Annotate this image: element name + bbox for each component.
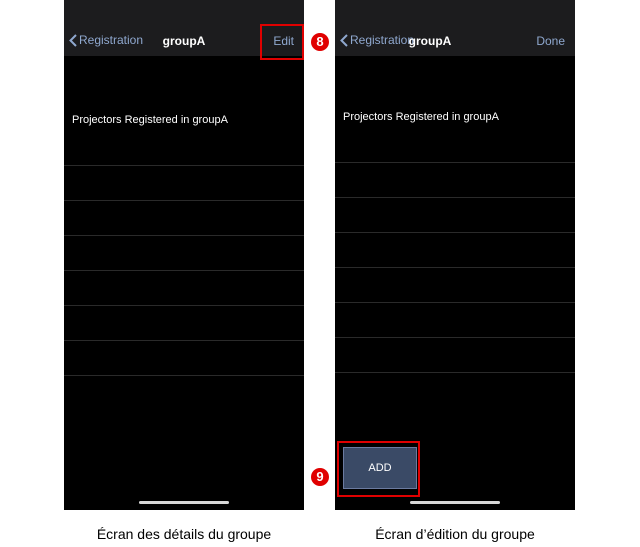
list-row bbox=[335, 162, 575, 198]
list-row bbox=[335, 232, 575, 268]
list-row bbox=[335, 302, 575, 338]
group-details-screen bbox=[64, 0, 304, 510]
list-row bbox=[64, 270, 304, 306]
done-button[interactable]: Done bbox=[536, 34, 565, 48]
add-button[interactable]: ADD bbox=[343, 447, 417, 489]
list-row bbox=[335, 267, 575, 303]
list-row bbox=[64, 305, 304, 341]
navigation-bar bbox=[335, 0, 575, 56]
list-row bbox=[64, 340, 304, 376]
callout-badge-8: 8 bbox=[311, 33, 329, 51]
list-row bbox=[335, 127, 575, 163]
list-row bbox=[64, 130, 304, 166]
list-row bbox=[64, 165, 304, 201]
left-caption: Écran des détails du groupe bbox=[96, 526, 272, 542]
callout-badge-9: 9 bbox=[311, 468, 329, 486]
list-row bbox=[335, 337, 575, 373]
edit-button[interactable]: Edit bbox=[273, 34, 294, 48]
add-callout-box bbox=[337, 441, 420, 497]
group-edit-screen bbox=[335, 0, 575, 510]
home-indicator[interactable] bbox=[139, 501, 229, 504]
right-caption: Écran d’édition du groupe bbox=[375, 526, 535, 542]
page-title: groupA bbox=[408, 34, 452, 48]
back-button-label: Registration bbox=[79, 33, 144, 47]
section-header: Projectors Registered in groupA bbox=[72, 114, 228, 126]
list-row bbox=[64, 235, 304, 271]
list-row bbox=[64, 200, 304, 236]
home-indicator[interactable] bbox=[410, 501, 500, 504]
back-button-label: Registration bbox=[350, 33, 415, 47]
page-title: groupA bbox=[162, 34, 206, 48]
list-row bbox=[335, 197, 575, 233]
section-header: Projectors Registered in groupA bbox=[343, 111, 499, 123]
edit-callout-box bbox=[260, 24, 304, 60]
